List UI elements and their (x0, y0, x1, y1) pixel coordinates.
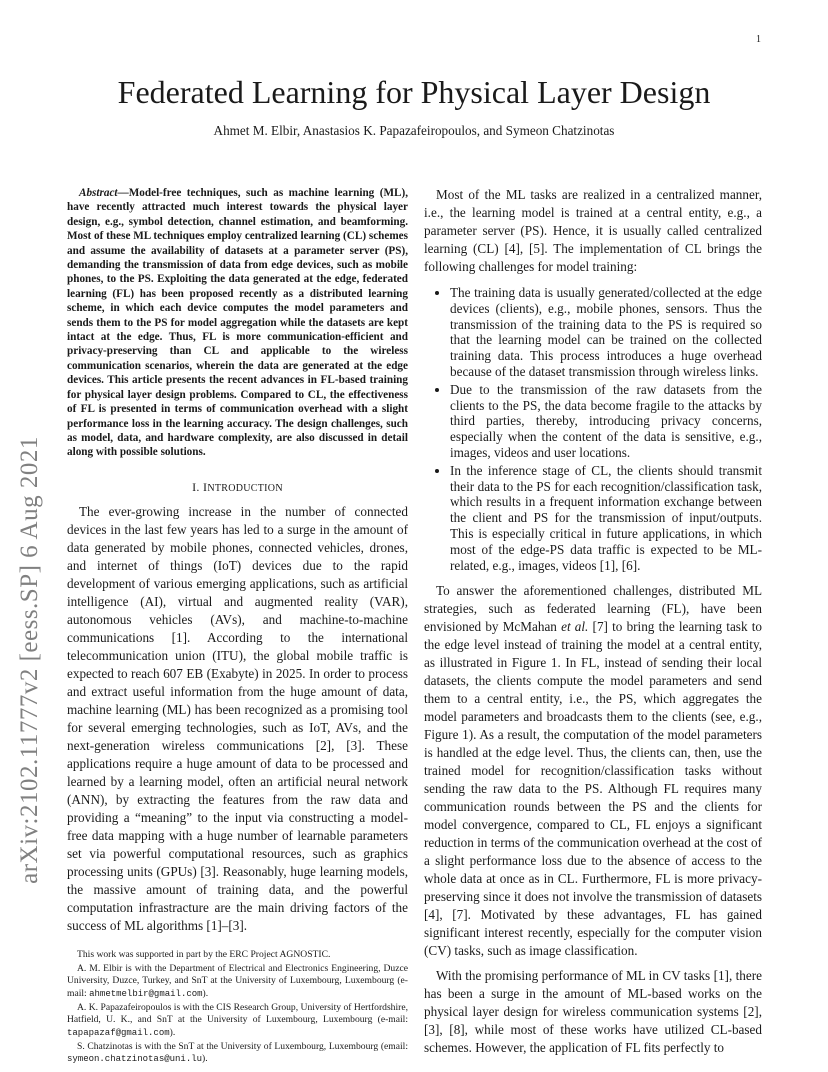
affiliation-close: ). (202, 987, 209, 999)
list-item: • In the inference stage of CL, the clients should transmit their data to the PS for each recognition/classification task, which results in a frequent information exchange between the client and PS for the transmission of input/outputs. This is especially critical in future applications, in which most of the edge-PS data traffic is expected to be ML-related, e.g., images, videos [1], [6]. (450, 463, 762, 574)
section-heading-introduction (67, 480, 408, 495)
list-item: • The training data is usually generated/collected at the edge devices (clients), e.g., mobile phones, sensors. Thus the transmission of the training data to the PS is required so that the learning model can be trained on the collected training data. This process introduces a huge overhead because of the dataset transmission through wireless links. (450, 285, 762, 380)
arxiv-identifier-text: arXiv:2102.11777v2 [eess.SP] 6 Aug 2021 (16, 436, 43, 884)
affiliation-text: A. K. Papazafeiropoulos is with the CIS Research Group, University of Hertfordshire, Hatfield, U. K., and SnT at the University of Luxembourg, Luxembourg (e-mail: (67, 1001, 408, 1026)
affiliation-text: A. M. Elbir is with the Department of Electrical and Electronics Engineering, Duzce University, Duzce, Turkey, and SnT at the University of Luxembourg, Luxembourg (e-mail: (67, 963, 408, 999)
section-title-rest: NTRODUCTION (207, 482, 283, 494)
footnotes (67, 949, 408, 1066)
author-list: Ahmet M. Elbir, Anastasios K. Papazafeiropoulos, and Symeon Chatzinotas (213, 123, 615, 138)
paper-title: Federated Learning for Physical Layer Design (117, 74, 711, 110)
email-link[interactable]: ahmetmelbir@gmail.com (89, 988, 203, 999)
email-link[interactable]: tapapazaf@gmail.com (67, 1027, 170, 1038)
right-column (424, 186, 762, 1057)
abstract (67, 186, 408, 460)
et-al: et al. (561, 619, 589, 635)
affiliation-close: ). (169, 1026, 176, 1038)
section-title-initial: I (203, 479, 208, 494)
ml-physical-layer-paragraph: With the promising performance of ML in CV tasks [1], there has been a surge in the amount of ML-based works on the physical layer design for wireless communication systems [2], [3], [8], while most of these works have utilized CL-based schemes. However, the application of FL fits perfectly to (424, 968, 762, 1056)
introduction-paragraph: The ever-growing increase in the number of connected devices in the last few years has led to a surge in the amount of data generated by mobile phones, connected vehicles, drones, and internet of things (IoT) devices due to the rapid development of various emerging applications, such as artificial intelligence (AI), virtual and augmented reality (VAR), autonomous vehicles (AVs), and machine-to-machine communications [1]. According to the international telecommunication union (ITU), the global mobile traffic is expected to reach 607 EB (Exabyte) in 2025. In order to process and extract useful information from the huge amount of data, machine learning (ML) has been recognized as a promising tool for several emerging technologies, such as IoT, AVs, and the next-generation wireless communications [2], [3]. These applications require a huge amount of data to be processed and learned by a learning model, often an artificial neural network (ANN), by extracting the features from the raw data and providing a “meaning” to the input via constructing a model-free data mapping with a huge number of learnable parameters set via powerful computational resources, such as graphics processing units (GPUs) [3]. Reasonably, huge learning models, the massive amount of training data, and the powerful computation infrastracture are the main driving factors of the success of ML algorithms [1]–[3]. (67, 503, 408, 933)
list-item: • Due to the transmission of the raw datasets from the clients to the PS, the data become fragile to the attacks by third parties, thereby, introducing privacy concerns, especially when the content of the data is sensitive, e.g., images, videos and user locations. (450, 382, 762, 461)
affiliation-text: S. Chatzinotas is with the SnT at the University of Luxembourg, Luxembourg (email: (77, 1040, 408, 1052)
federated-learning-paragraph (424, 582, 762, 960)
centralized-learning-paragraph: Most of the ML tasks are realized in a centralized manner, i.e., the learning model is trained at a central entity, e.g., a parameter server (PS). Hence, it is usually called centralized learning (CL) [4], [5]. The implementation of CL brings the following challenges for model training: (424, 187, 762, 274)
left-column (67, 186, 408, 1067)
author-affiliation-elbir (67, 963, 408, 1000)
author-affiliation-chatzinotas (67, 1041, 408, 1066)
abstract-label: Abstract (79, 187, 118, 199)
section-number: I. (192, 479, 204, 494)
email-link[interactable]: symeon.chatzinotas@uni.lu (67, 1054, 203, 1065)
paragraph-text: To answer the aforementioned challenges, distributed ML strategies, such as federated learning (FL), have been envisioned by McMahan (424, 583, 762, 635)
challenges-list (424, 285, 762, 573)
abstract-text: —Model-free techniques, such as machine learning (ML), have recently attracted much interest towards the physical layer design, e.g., symbol detection, channel estimation, and beamforming. Most of these ML techniques employ centralized learning (CL) schemes and assume the availability of datasets at a parameter server (PS), demanding the transmission of data from edge devices, such as mobile phones, to the PS. Exploiting the data generated at the edge, federated learning (FL) has been proposed recently as a distributed learning scheme, in which each device computes the model parameters and sends them to the PS for model aggregation while the datasets are kept intact at the edge. Thus, FL is more communication-efficient and privacy-preserving than CL and applicable to the wireless communication scenarios, wherein the data are generated at the edge devices. This article presents the recent advances in FL-based training for physical layer design problems. Compared to CL, the effectiveness of FL is presented in terms of communication overhead with a slight performance loss in the learning accuracy. The design challenges, such as model, data, and hardware complexity, are also discussed in detail along with possible solutions. (67, 187, 408, 459)
author-affiliation-papazafeiropoulos (67, 1002, 408, 1039)
affiliation-close: ). (202, 1053, 208, 1065)
funding-footnote: This work was supported in part by the ERC Project AGNOSTIC. (77, 948, 331, 960)
page-number: 1 (756, 34, 761, 45)
paragraph-text: [7] to bring the learning task to the edge level instead of training the model at a central entity, as illustrated in Figure 1. In FL, instead of sending their local datasets, the clients compute the model parameters and send them to a central entity, i.e., the PS, which aggregates the model parameters and broadcasts them to the clients (see, e.g., Figure 1). As a result, the computation of the model parameters is handled at the edge level. Thus, the clients can, then, use the trained model for recognition/classification tasks without sending the raw data to the PS. Although FL requires many communication rounds between the PS and the clients for model convergence, compared to CL, FL enjoys a significant reduction in terms of the communication overhead at the cost of a slight performance loss due to the absence of access to the whole data at once as in CL. Furthermore, FL is more privacy-preserving since it does not involve the transmission of datasets [4], [7]. Motivated by these advantages, FL has gained significant interest recently, especially for the computer vision (CV) tasks, such as image classification. (424, 619, 762, 959)
